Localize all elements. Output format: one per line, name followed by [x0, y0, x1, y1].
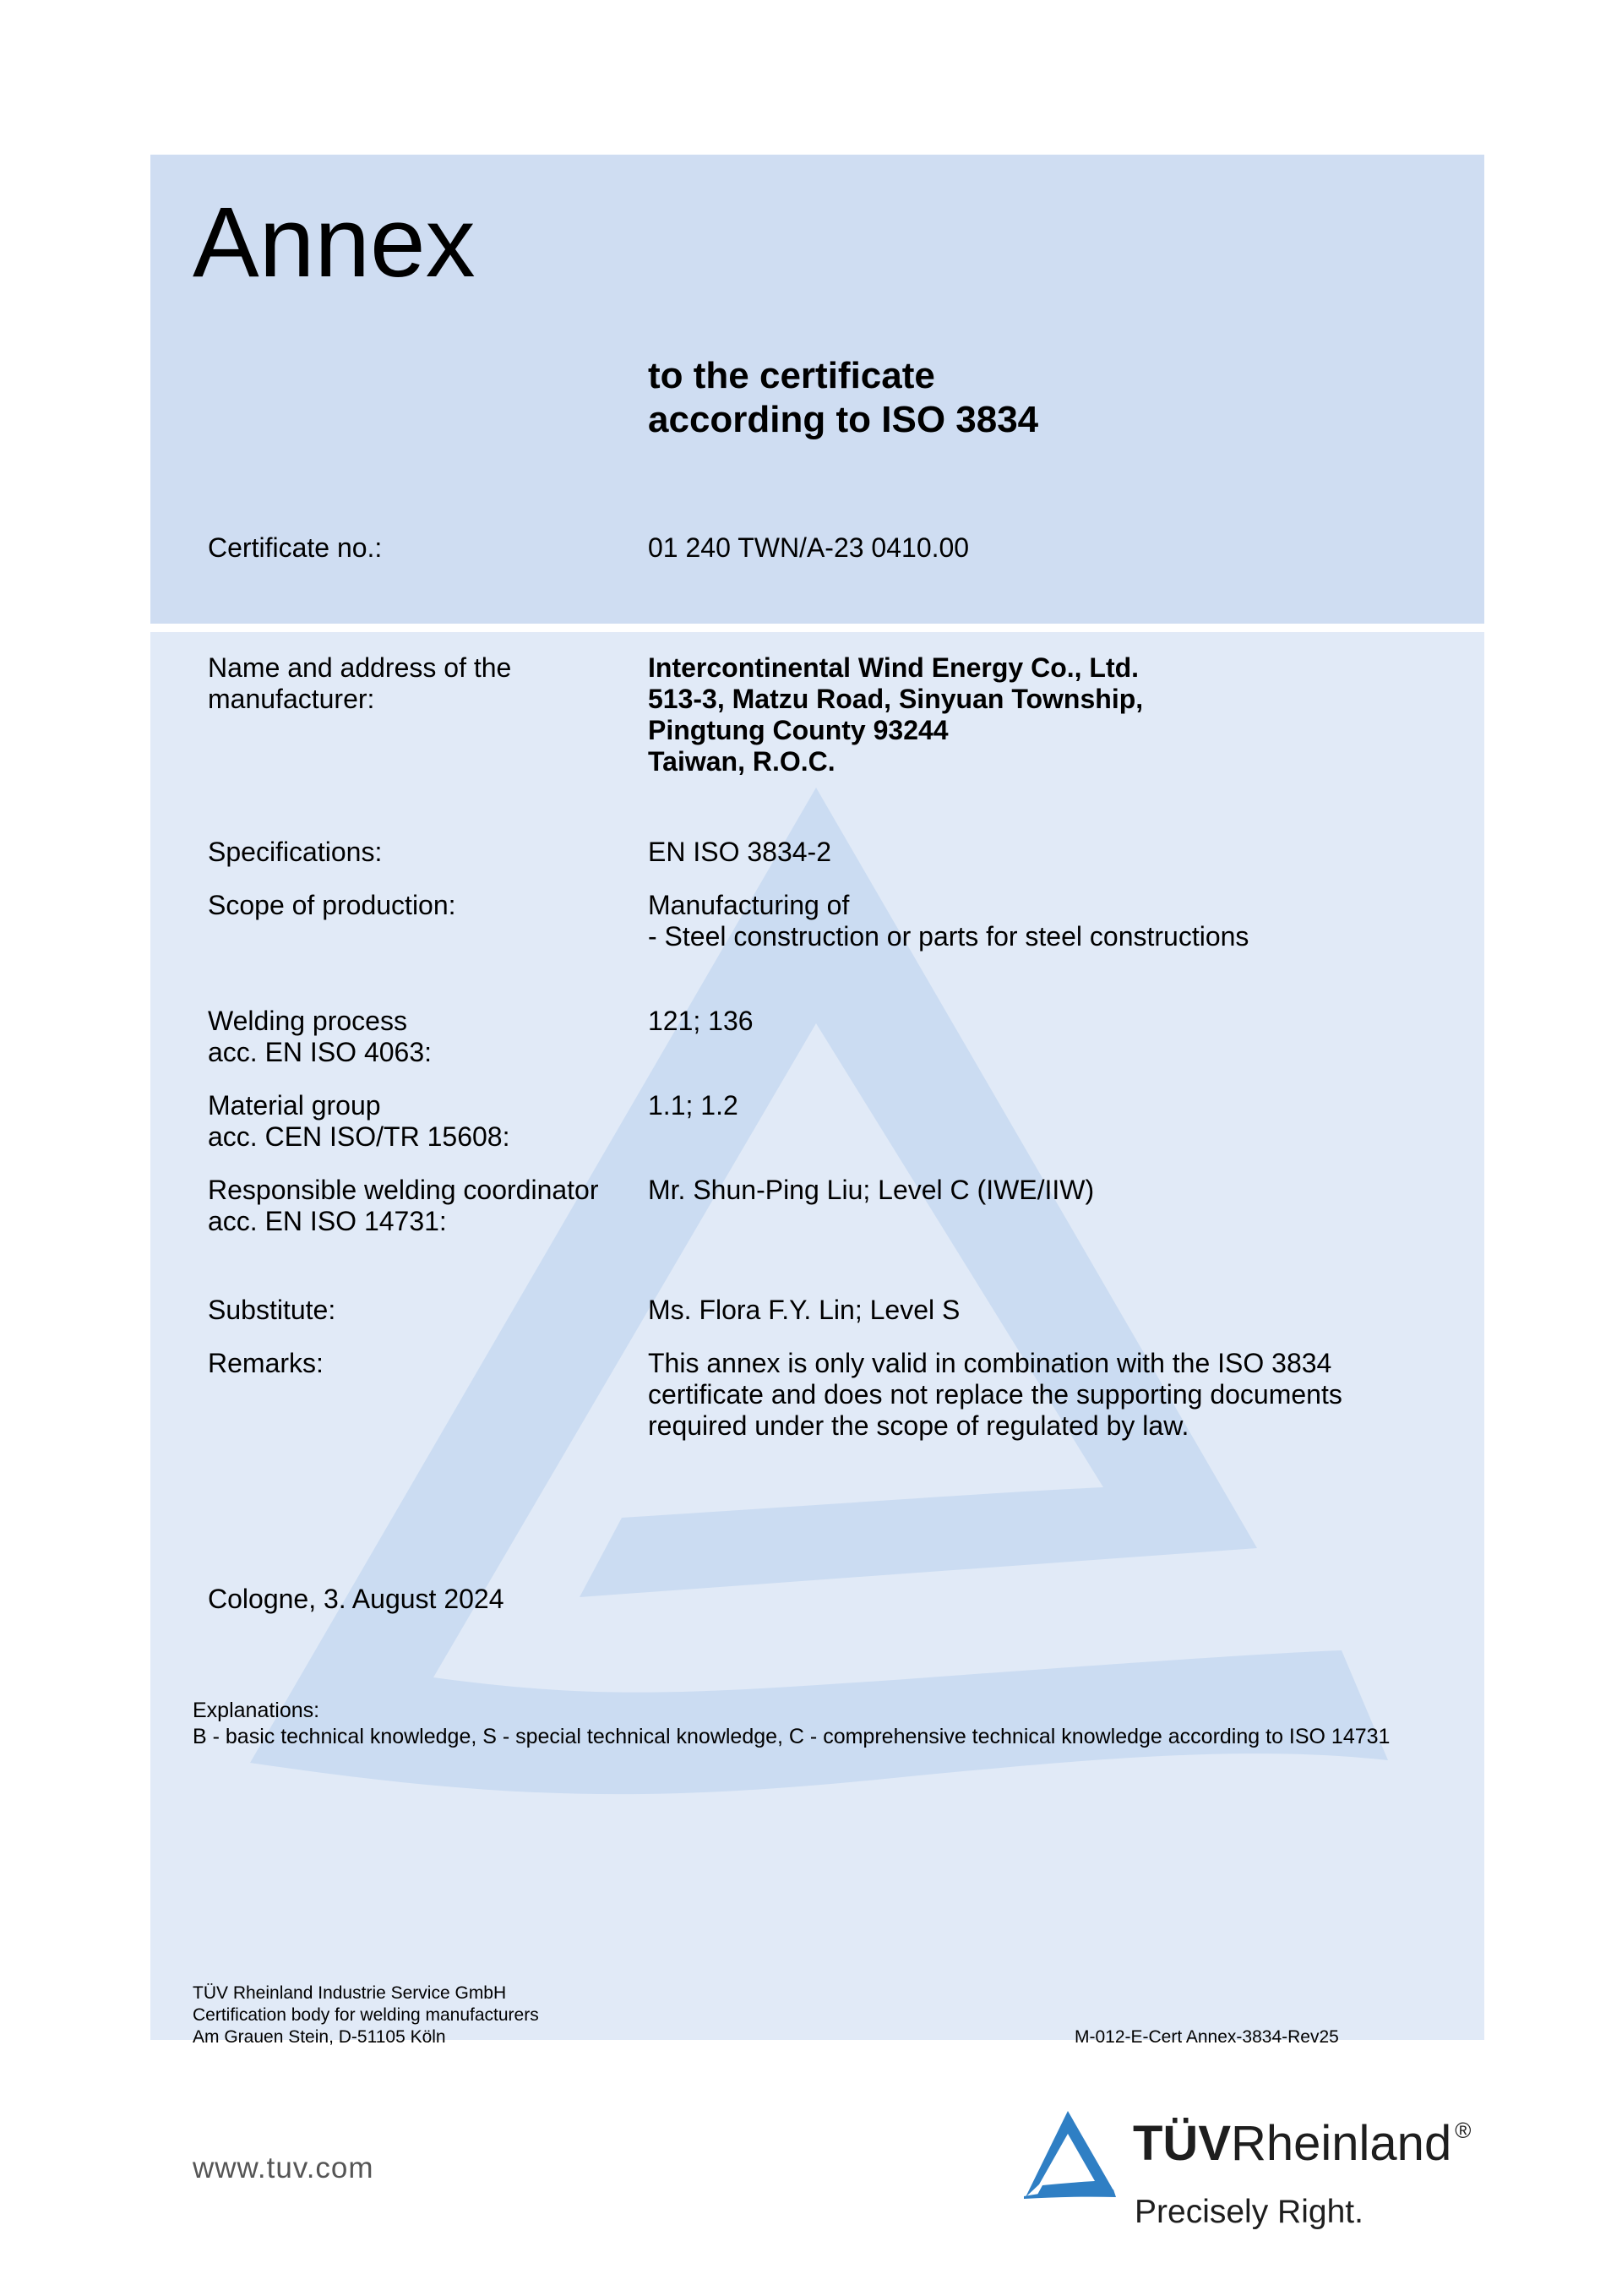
form-code: M-012-E-Cert Annex-3834-Rev25: [1075, 2027, 1339, 2047]
explanations-text: B - basic technical knowledge, S - special technical knowledge, C - comprehensive technical knowledge according to ISO 14731: [193, 1725, 1391, 1748]
manufacturer-name: Intercontinental Wind Energy Co., Ltd.: [648, 652, 1140, 683]
tuv-triangle-logo-icon: [1021, 2109, 1116, 2199]
manufacturer-address-line-3: Taiwan, R.O.C.: [648, 746, 835, 777]
manufacturer-label-line-2: manufacturer:: [208, 684, 375, 714]
issuer-line-3: Am Grauen Stein, D-51105 Köln: [193, 2027, 446, 2047]
slogan: Precisely Right.: [1135, 2194, 1363, 2230]
issuer-line-1: TÜV Rheinland Industrie Service GmbH: [193, 1983, 507, 2003]
subtitle-line-2: according to ISO 3834: [648, 399, 1039, 440]
manufacturer-address-line-2: Pingtung County 93244: [648, 715, 949, 745]
substitute-label: Substitute:: [208, 1295, 336, 1325]
welding-process-label-line-1: Welding process: [208, 1006, 407, 1036]
remarks-label: Remarks:: [208, 1348, 324, 1378]
remarks-line-2: certificate and does not replace the supporting documents: [648, 1379, 1342, 1410]
brand-regular: Rheinland: [1231, 2116, 1452, 2171]
tuv-rheinland-wordmark: [1133, 2116, 1472, 2171]
explanations-heading: Explanations:: [193, 1699, 320, 1722]
place-date: Cologne, 3. August 2024: [208, 1584, 504, 1614]
welding-process-value: 121; 136: [648, 1006, 754, 1036]
coordinator-label-line-1: Responsible welding coordinator: [208, 1175, 599, 1205]
scope-line-1: Manufacturing of: [648, 890, 850, 920]
specifications-label: Specifications:: [208, 837, 383, 867]
material-group-label-line-2: acc. CEN ISO/TR 15608:: [208, 1121, 510, 1152]
certificate-number: 01 240 TWN/A-23 0410.00: [648, 532, 970, 563]
substitute-value: Ms. Flora F.Y. Lin; Level S: [648, 1295, 961, 1325]
document-title: Annex: [193, 187, 476, 298]
manufacturer-address-line-1: 513-3, Matzu Road, Sinyuan Township,: [648, 684, 1144, 714]
scope-line-2: - Steel construction or parts for steel constructions: [648, 921, 1249, 952]
material-group-value: 1.1; 1.2: [648, 1090, 738, 1121]
certificate-label: Certificate no.:: [208, 532, 383, 563]
manufacturer-label-line-1: Name and address of the: [208, 652, 512, 683]
footer-url[interactable]: www.tuv.com: [193, 2151, 374, 2184]
issuer-line-2: Certification body for welding manufacturers: [193, 2005, 539, 2025]
remarks-line-3: required under the scope of regulated by law.: [648, 1410, 1189, 1441]
brand-bold: TÜV: [1133, 2116, 1231, 2171]
remarks-line-1: This annex is only valid in combination with the ISO 3834: [648, 1348, 1332, 1378]
subtitle-line-1: to the certificate: [648, 355, 935, 396]
registered-mark: ®: [1455, 2118, 1472, 2143]
material-group-label-line-1: Material group: [208, 1090, 381, 1121]
coordinator-value: Mr. Shun-Ping Liu; Level C (IWE/IIW): [648, 1175, 1095, 1205]
coordinator-label-line-2: acc. EN ISO 14731:: [208, 1206, 447, 1236]
welding-process-label-line-2: acc. EN ISO 4063:: [208, 1037, 433, 1067]
specifications-value: EN ISO 3834-2: [648, 837, 831, 867]
scope-label: Scope of production:: [208, 890, 456, 920]
